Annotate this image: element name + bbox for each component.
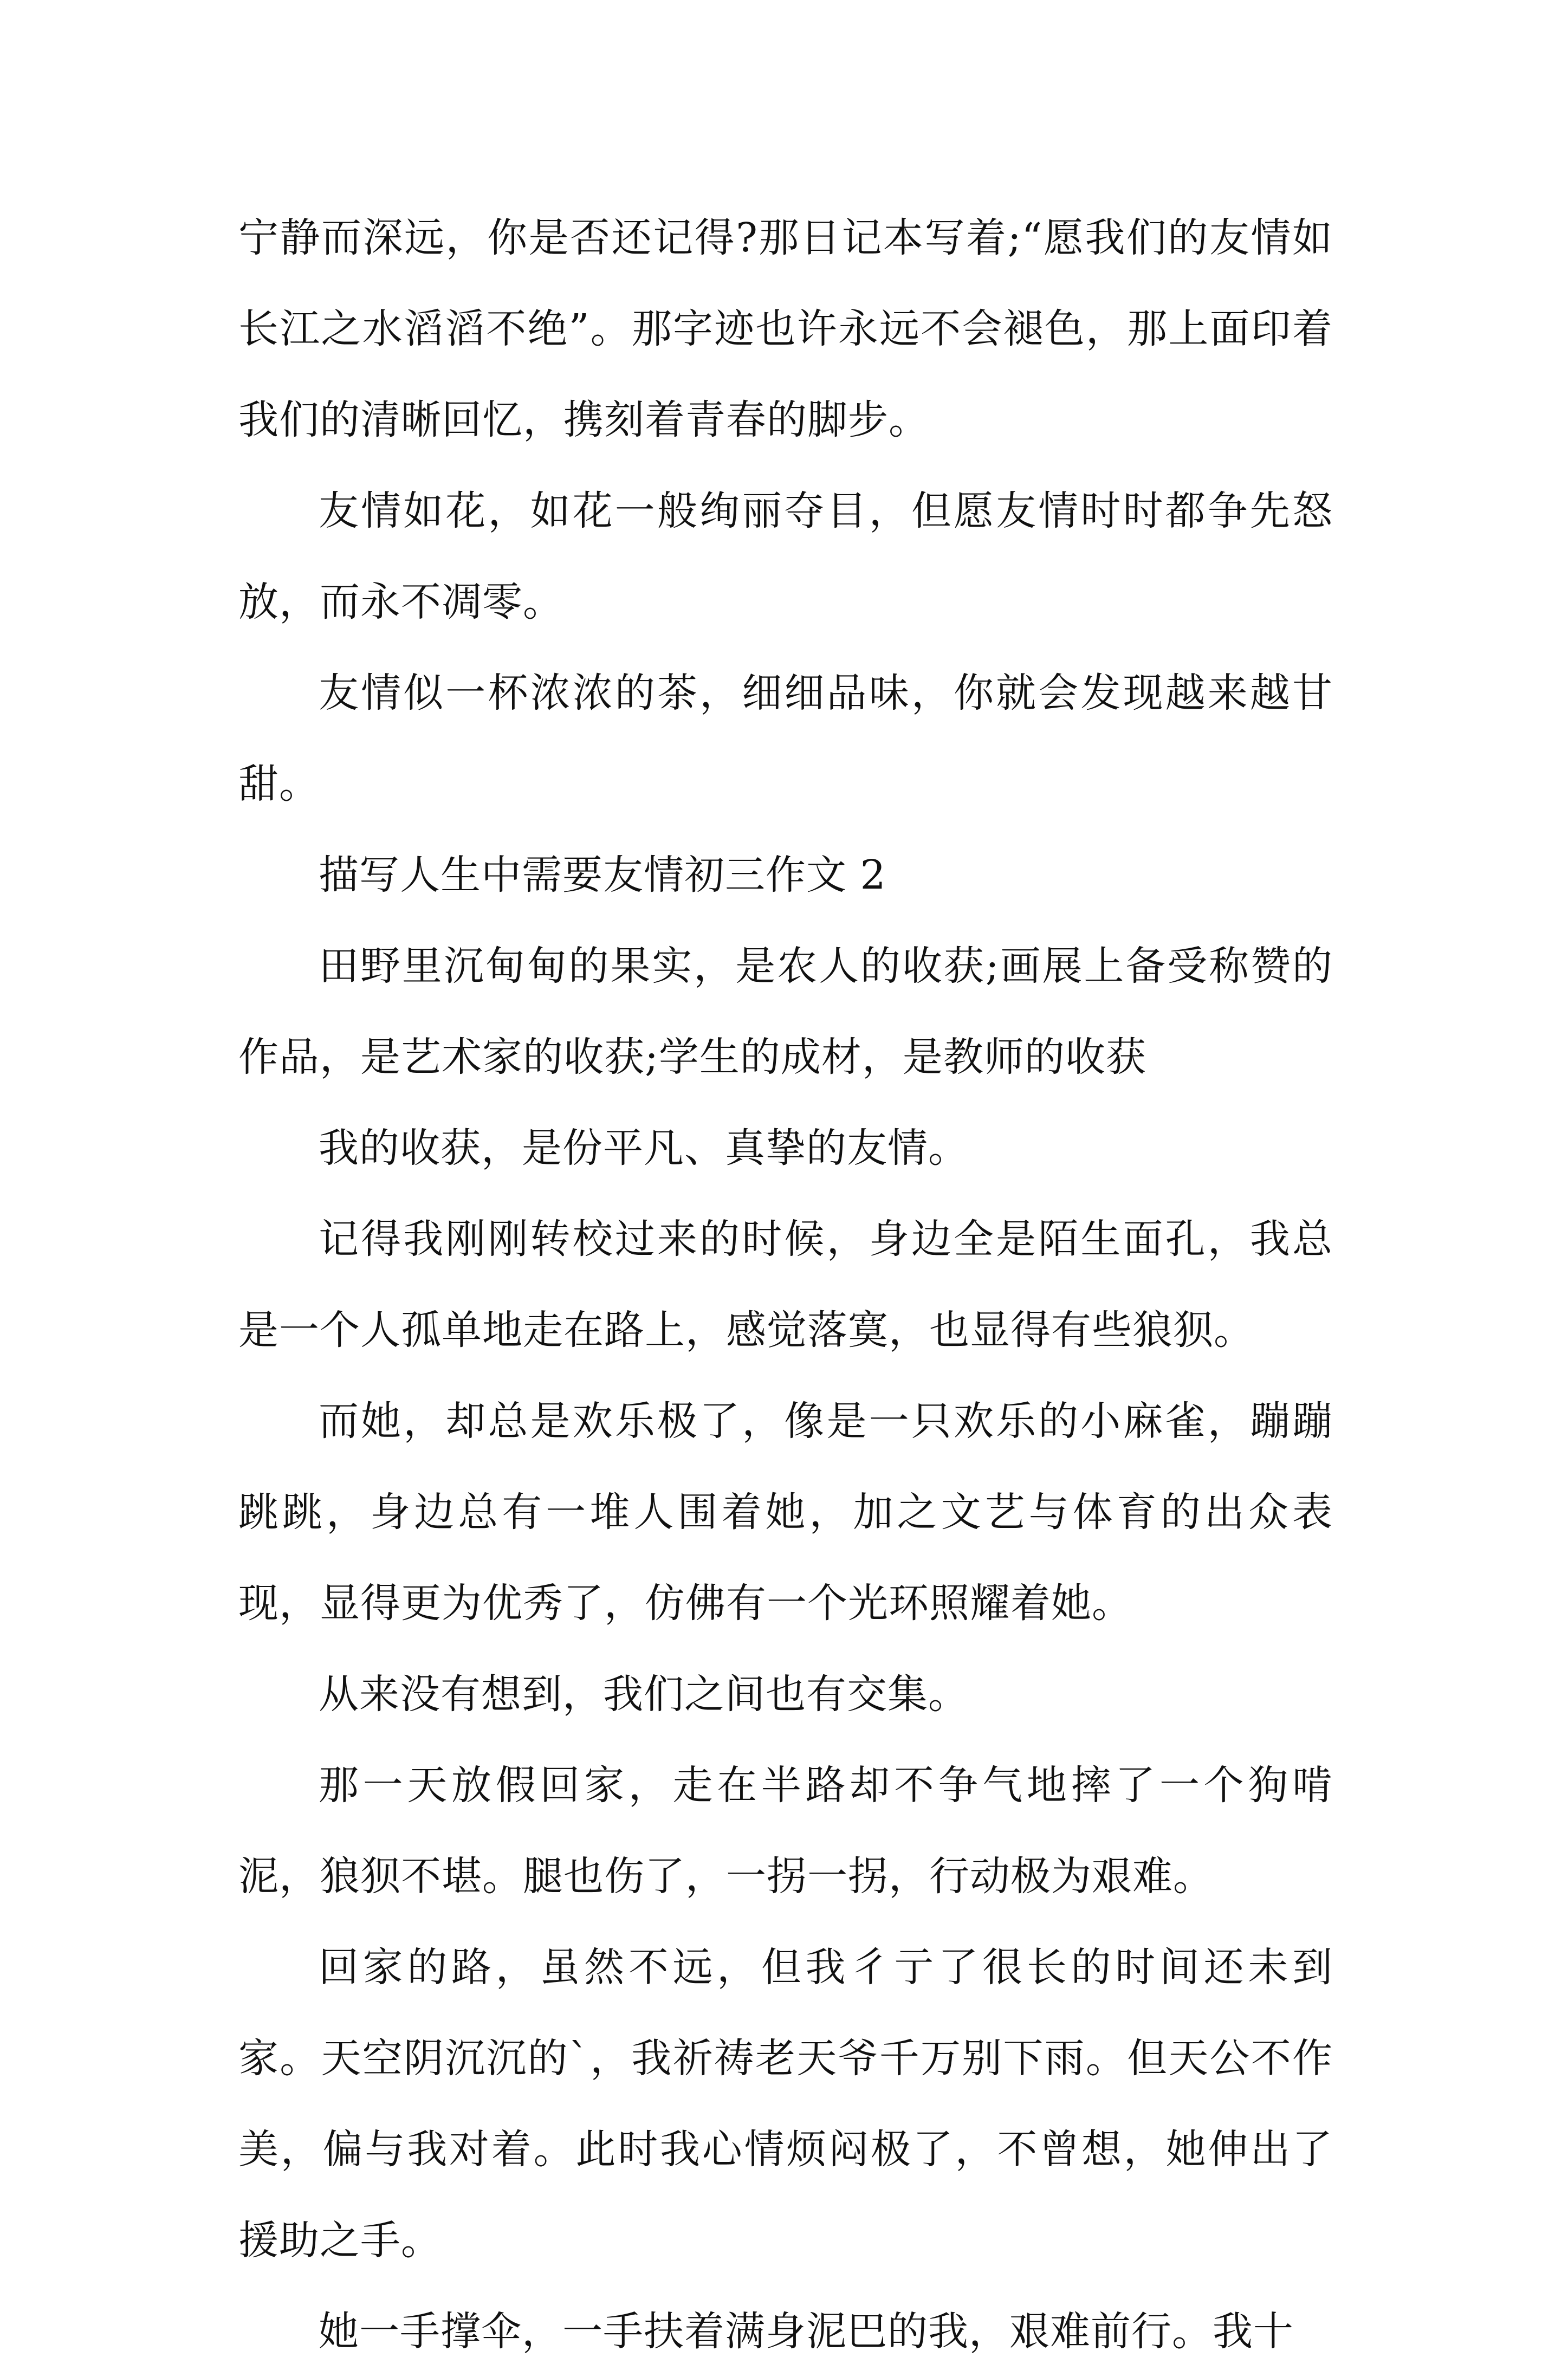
paragraph-9: 那一天放假回家，走在半路却不争气地摔了一个狗啃泥，狼狈不堪。腿也伤了，一拐一拐，行动极为艰难。 [238, 1762, 1333, 1900]
paragraph-4: 田野里沉甸甸的果实，是农人的收获;画展上备受称赞的作品，是艺术家的收获;学生的成材，是教师的收获 [238, 943, 1333, 1080]
paragraph-2: 友情如花，如花一般绚丽夺目，但愿友情时时都争先怒放，而永不凋零。 [238, 488, 1333, 625]
paragraph-8: 从来没有想到，我们之间也有交集。 [319, 1671, 969, 1718]
paragraph-10: 回家的路，虽然不远，但我彳亍了很长的时间还未到家。天空阴沉沉的`，我祈祷老天爷千万别下雨。但天公不作美，偏与我对着。此时我心情烦闷极了，不曾想，她伸出了援助之手。 [238, 1944, 1333, 2264]
paragraph-6: 记得我刚刚转校过来的时候，身边全是陌生面孔，我总是一个人孤单地走在路上，感觉落寞，也显得有些狼狈。 [238, 1216, 1333, 1353]
paragraph-7: 而她，却总是欢乐极了，像是一只欢乐的小麻雀，蹦蹦跳跳，身边总有一堆人围着她，加之文艺与体育的出众表现，显得更为优秀了，仿佛有一个光环照耀着她。 [238, 1398, 1333, 1627]
paragraph-1: 宁静而深远，你是否还记得?那日记本写着;“愿我们的友情如长江之水滔滔不绝”。那字迹也许永远不会褪色，那上面印着我们的清晰回忆，携刻着青春的脚步。 [238, 215, 1333, 443]
document-body [238, 192, 1333, 2377]
paragraph-3: 友情似一杯浓浓的茶，细细品味，你就会发现越来越甘甜。 [238, 670, 1333, 807]
paragraph-5: 我的收获，是份平凡、真挚的友情。 [319, 1125, 969, 1171]
section-heading: 描写人生中需要友情初三作文 2 [319, 852, 886, 898]
paragraph-11: 她一手撑伞，一手扶着满身泥巴的我，艰难前行。我十 [319, 2308, 1294, 2355]
